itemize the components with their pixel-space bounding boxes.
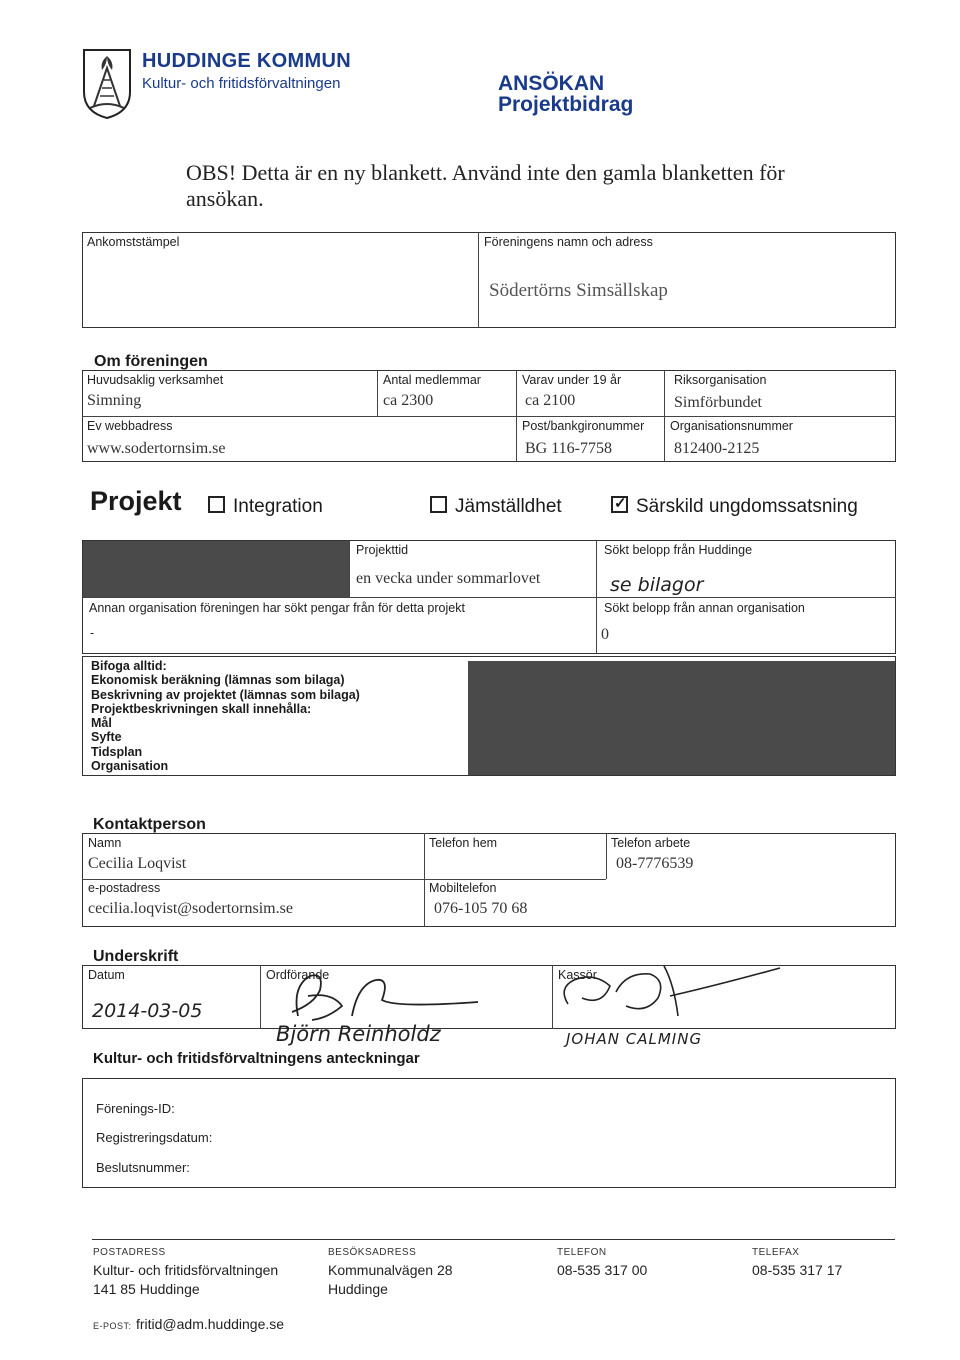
checkbox-integration[interactable] (208, 496, 225, 513)
post-address-label: POSTADRESS (93, 1247, 166, 1258)
attachment-item: Projektbeskrivningen skall innehålla: (91, 701, 312, 716)
other-org-value[interactable]: - (90, 626, 95, 640)
form-title: ANSÖKAN (498, 72, 605, 95)
home-phone-label: Telefon hem (429, 836, 498, 850)
footer-rule (92, 1239, 895, 1240)
form-subtitle: Projektbidrag (498, 93, 634, 116)
attachment-item: Ekonomisk beräkning (lämnas som bilaga) (91, 673, 345, 688)
members-value[interactable]: ca 2300 (383, 392, 434, 409)
project-option-integration[interactable] (208, 496, 323, 518)
notice-line-1: OBS! Detta är en ny blankett. Använd inte den gamla blanketten för (186, 160, 785, 185)
divider (664, 370, 665, 462)
org-name: HUDDINGE KOMMUN (142, 50, 351, 72)
office-notes-title: Kultur- och fritidsförvaltningens anteckningar (93, 1050, 420, 1067)
divider (596, 540, 597, 654)
date-label: Datum (88, 968, 125, 982)
association-label: Föreningens namn och adress (484, 235, 653, 249)
treasurer-label: Kassör (558, 968, 597, 982)
divider (478, 232, 479, 328)
visit-address-line-2: Huddinge (328, 1281, 388, 1297)
shaded-area (83, 541, 349, 597)
checkbox-youth[interactable] (611, 496, 628, 513)
national-org-value[interactable]: Simförbundet (674, 394, 762, 411)
option-label: Särskild ungdomssatsning (636, 496, 858, 517)
visit-address-label: BESÖKSADRESS (328, 1247, 417, 1258)
divider (516, 370, 517, 462)
option-label: Integration (233, 496, 323, 517)
treasurer-signature (554, 958, 794, 1033)
about-section-title: Om föreningen (94, 353, 208, 370)
org-subtitle: Kultur- och fritidsförvaltningen (142, 75, 341, 92)
project-section-title: Projekt (90, 486, 182, 516)
orgnr-label: Organisationsnummer (670, 419, 793, 433)
national-org-label: Riksorganisation (674, 373, 767, 387)
signature-section-title: Underskrift (93, 948, 179, 965)
post-address-line-1: Kultur- och fritidsförvaltningen (93, 1262, 279, 1278)
attachments-list (91, 659, 360, 773)
chair-name: Björn Reinholdz (276, 1022, 441, 1046)
attachment-item: Syfte (91, 730, 122, 745)
web-label: Ev webbadress (87, 419, 173, 433)
municipality-logo (82, 48, 132, 120)
requested-value[interactable]: se bilagor (610, 574, 704, 596)
orgnr-value[interactable]: 812400-2125 (674, 440, 760, 457)
project-period-value[interactable]: en vecka under sommarlovet (356, 570, 541, 587)
association-id-label: Förenings-ID: (96, 1101, 175, 1116)
mobile-value[interactable]: 076-105 70 68 (434, 900, 528, 917)
requested-label: Sökt belopp från Huddinge (604, 543, 753, 557)
attachments-title: Bifoga alltid: (91, 659, 167, 673)
main-activity-value[interactable]: Simning (87, 392, 142, 409)
attachment-item: Tidsplan (91, 744, 143, 759)
web-value[interactable]: www.sodertornsim.se (87, 440, 226, 457)
other-org-label: Annan organisation föreningen har sökt pengar från för detta projekt (89, 601, 465, 615)
name-label: Namn (88, 836, 122, 850)
project-period-label: Projekttid (356, 543, 409, 557)
post-address-line-2: 141 85 Huddinge (93, 1281, 200, 1297)
footer-email (93, 1314, 284, 1334)
divider (82, 597, 596, 598)
attachment-item: Organisation (91, 759, 169, 774)
phone-value: 08-535 317 00 (557, 1262, 648, 1278)
shaded-area (468, 661, 895, 775)
attachment-item: Mål (91, 716, 112, 731)
date-value[interactable]: 2014-03-05 (92, 1000, 203, 1022)
requested-other-label: Sökt belopp från annan organisation (604, 601, 805, 615)
checkbox-equality[interactable] (430, 496, 447, 513)
registration-date-label: Registreringsdatum: (96, 1130, 213, 1145)
under19-label: Varav under 19 år (522, 373, 622, 387)
fax-value: 08-535 317 17 (752, 1262, 843, 1278)
divider (349, 540, 350, 597)
contact-section-title: Kontaktperson (93, 816, 206, 833)
chair-label: Ordförande (266, 968, 330, 982)
email-label: E-POST: (93, 1321, 132, 1331)
treasurer-name: JOHAN CALMING (566, 1030, 703, 1048)
email-value[interactable]: fritid@adm.huddinge.se (135, 1316, 285, 1332)
members-label: Antal medlemmar (383, 373, 481, 387)
requested-other-value[interactable]: 0 (601, 626, 609, 643)
visit-address-line-1: Kommunalvägen 28 (328, 1262, 453, 1278)
mobile-label: Mobiltelefon (429, 881, 497, 895)
divider (606, 833, 607, 879)
divider (260, 965, 261, 1029)
name-value[interactable]: Cecilia Loqvist (88, 855, 187, 872)
work-phone-label: Telefon arbete (611, 836, 691, 850)
giro-value[interactable]: BG 116-7758 (525, 440, 612, 457)
phone-label: TELEFON (557, 1247, 607, 1258)
stamp-label: Ankomststämpel (87, 235, 180, 249)
association-value[interactable]: Södertörns Simsällskap (489, 280, 668, 301)
divider (596, 597, 896, 598)
divider (82, 416, 896, 417)
divider (377, 370, 378, 416)
divider (424, 833, 425, 927)
giro-label: Post/bankgironummer (522, 419, 645, 433)
divider (552, 965, 553, 1029)
email-value[interactable]: cecilia.loqvist@sodertornsim.se (88, 900, 293, 917)
fax-label: TELEFAX (752, 1247, 800, 1258)
under19-value[interactable]: ca 2100 (525, 392, 576, 409)
work-phone-value[interactable]: 08-7776539 (616, 855, 694, 872)
decision-number-label: Beslutsnummer: (96, 1160, 190, 1175)
project-option-equality[interactable] (430, 496, 562, 518)
project-option-youth[interactable] (611, 496, 858, 518)
attachment-item: Beskrivning av projektet (lämnas som bilaga) (91, 687, 360, 702)
divider (82, 879, 606, 880)
notice-line-2: ansökan. (186, 186, 264, 211)
option-label: Jämställdhet (455, 496, 562, 517)
main-activity-label: Huvudsaklig verksamhet (87, 373, 224, 387)
email-label: e-postadress (88, 881, 161, 895)
